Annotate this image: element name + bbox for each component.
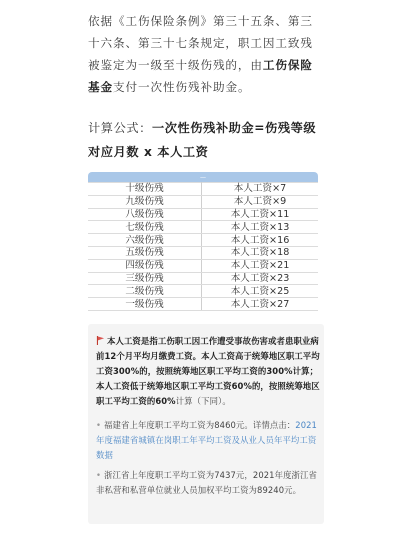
grade-cell: 六级伤残 <box>88 234 202 247</box>
intro-text-2: 支付一次性伤残补助金。 <box>113 80 251 94</box>
amount-cell: 本人工资×23 <box>202 272 319 285</box>
grade-cell: 三级伤残 <box>88 272 202 285</box>
table-row <box>88 221 318 234</box>
amount-cell: 本人工资×7 <box>202 183 319 196</box>
note-text-end: 计算（下同）。 <box>175 396 231 406</box>
formula-body: 一次性伤残补助金=伤残等级对应月数 x 本人工资 <box>88 121 317 159</box>
intro-paragraph <box>88 10 324 98</box>
amount-cell: 本人工资×9 <box>202 195 319 208</box>
bullet-dot: • <box>96 420 102 430</box>
amount-cell: 本人工资×16 <box>202 234 319 247</box>
table-header-bar <box>88 172 318 182</box>
table-row <box>88 208 318 221</box>
bullet-dot: • <box>96 470 102 480</box>
grade-cell: 七级伤残 <box>88 221 202 234</box>
amount-cell: 本人工资×27 <box>202 298 319 311</box>
zhejiang-text: 浙江省上年度职工平均工资为7437元，2021年度浙江省非私营和私营单位就业人员加权平均工资为89240元。 <box>96 470 317 495</box>
table-row <box>88 298 318 311</box>
note-text-1: 本人工资是指工伤职工因工作遭受事故伤害或者患职业病前12个月平均月缴费工资。本人工资高于统筹地区职工平均工资300%的，按照统筹地区职工平均工资的300%计算；本人工资低于统筹地区职工平均工资60%的，按照 <box>96 336 320 391</box>
fujian-text: 福建省上年度职工平均工资为8460元。详情点击： <box>104 420 296 430</box>
grade-cell: 四级伤残 <box>88 259 202 272</box>
amount-cell: 本人工资×13 <box>202 221 319 234</box>
intro-text-1: 依据《工伤保险条例》第三十五条、第三十六条、第三十七条规定，职工因工致残被鉴定为一级至十级伤残的，由 <box>88 14 313 72</box>
fujian-link[interactable]: 2021年度福建省城镇在岗职工年平均工资及从业人员年平均工资数据 <box>96 420 317 460</box>
amount-cell: 本人工资×18 <box>202 246 319 259</box>
table-row <box>88 259 318 272</box>
table-row <box>88 285 318 298</box>
amount-cell: 本人工资×11 <box>202 208 319 221</box>
note-bold: 统筹地区职工平均工资的60% <box>96 381 320 406</box>
table-row <box>88 246 318 259</box>
grade-cell: 十级伤残 <box>88 183 202 196</box>
amount-cell: 本人工资×25 <box>202 285 319 298</box>
formula-prefix: 计算公式： <box>88 121 152 135</box>
flag-icon <box>96 336 105 345</box>
table-row <box>88 195 318 208</box>
disability-grade-table <box>88 172 318 311</box>
note-paragraph <box>96 334 320 409</box>
grade-cell: 五级伤残 <box>88 246 202 259</box>
amount-cell: 本人工资×21 <box>202 259 319 272</box>
grade-cell: 二级伤残 <box>88 285 202 298</box>
formula-line <box>88 116 328 164</box>
table-row <box>88 183 318 196</box>
bullet-zhejiang <box>96 468 320 498</box>
note-box <box>88 324 324 524</box>
table-body <box>88 183 318 311</box>
table-row <box>88 272 318 285</box>
table-row <box>88 234 318 247</box>
grade-cell: 一级伤残 <box>88 298 202 311</box>
bullet-fujian <box>96 418 320 463</box>
grade-cell: 九级伤残 <box>88 195 202 208</box>
grade-cell: 八级伤残 <box>88 208 202 221</box>
intro-highlight: 工伤保险基金 <box>88 58 313 94</box>
table-header-mark: — <box>200 173 206 181</box>
